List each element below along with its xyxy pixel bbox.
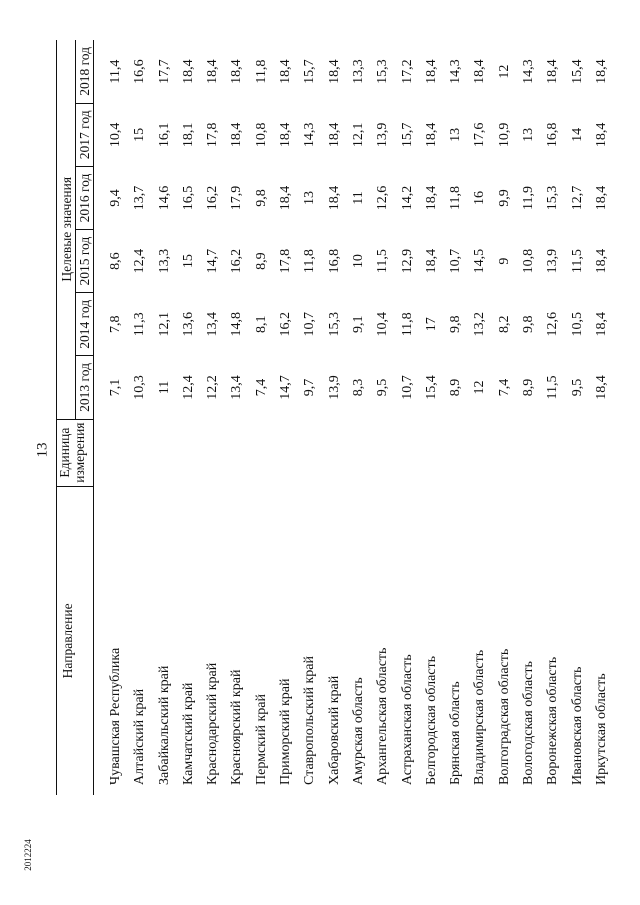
region-name: Белгородская область [423, 655, 439, 785]
value-cell: 14,2 [399, 185, 415, 211]
table-row [323, 40, 347, 795]
value-cell: 12,4 [132, 248, 148, 274]
value-cell: 18,4 [423, 185, 439, 211]
header-year: 2017 год [76, 103, 94, 166]
value-cell: 14,8 [229, 312, 245, 337]
value-cell: 8,9 [521, 378, 537, 397]
value-cell: 16,2 [278, 312, 294, 337]
unit-cell [225, 419, 249, 486]
region-name: Ивановская область [569, 666, 585, 785]
value-cell: 11,8 [399, 312, 415, 337]
value-cell: 10,7 [399, 375, 415, 400]
table-row [128, 40, 152, 795]
value-cell: 13,9 [545, 248, 561, 274]
value-cell: 13,9 [375, 122, 391, 148]
value-cell: 9,5 [569, 378, 585, 397]
value-cell: 18,4 [326, 59, 342, 84]
value-cell: 11,5 [545, 375, 561, 400]
value-cell: 13,7 [132, 185, 148, 211]
table-row [250, 40, 274, 795]
value-cell: 15 [180, 254, 196, 269]
header-year: 2016 год [76, 166, 94, 229]
unit-cell [590, 419, 614, 486]
value-cell: 9,5 [375, 378, 391, 397]
unit-cell [250, 419, 274, 486]
value-cell: 13 [302, 190, 318, 205]
table-row [347, 40, 371, 795]
value-cell: 13 [521, 127, 537, 142]
value-cell: 11,8 [253, 59, 269, 84]
value-cell: 15,4 [423, 375, 439, 400]
page-number: 13 [34, 442, 51, 458]
value-cell: 9,4 [108, 189, 123, 207]
value-cell: 18,4 [229, 59, 245, 84]
value-cell: 10,7 [302, 312, 318, 337]
value-cell: 18,4 [472, 59, 488, 84]
value-cell: 9 [496, 257, 512, 265]
unit-cell [323, 419, 347, 486]
table-row [225, 40, 249, 795]
table-row [94, 40, 129, 795]
value-cell: 13,6 [180, 312, 196, 337]
value-cell: 13 [448, 127, 464, 142]
value-cell: 10,8 [521, 248, 537, 274]
table-row [541, 40, 565, 795]
value-cell: 12,1 [350, 122, 366, 148]
value-cell: 7,8 [108, 315, 123, 334]
unit-cell [566, 419, 590, 486]
region-name: Иркутская область [593, 673, 609, 785]
value-cell: 10,3 [132, 375, 148, 400]
value-cell: 15,3 [326, 312, 342, 337]
value-cell: 18,4 [593, 122, 609, 148]
header-year: 2018 год [76, 40, 94, 103]
value-cell: 13,9 [326, 375, 342, 400]
value-cell: 8,6 [108, 252, 123, 270]
value-cell: 10,5 [569, 312, 585, 337]
unit-cell [94, 419, 129, 486]
table-row [274, 40, 298, 795]
region-name: Амурская область [350, 677, 366, 785]
value-cell: 11,8 [302, 249, 318, 274]
region-name: Забайкальский край [156, 665, 172, 785]
value-cell: 16,6 [132, 59, 148, 84]
table-row [201, 40, 225, 795]
region-name: Пермский край [253, 694, 269, 785]
value-cell: 18,4 [593, 312, 609, 337]
value-cell: 18,4 [229, 122, 245, 148]
value-cell: 11,9 [521, 186, 537, 210]
value-cell: 13,3 [350, 59, 366, 84]
value-cell: 12,1 [156, 312, 172, 337]
unit-cell [153, 419, 177, 486]
value-cell: 16,8 [326, 248, 342, 274]
value-cell: 12,6 [375, 185, 391, 211]
region-name: Краснодарский край [205, 662, 221, 785]
value-cell: 13,4 [205, 312, 221, 337]
unit-cell [541, 419, 565, 486]
value-cell: 11,5 [375, 249, 391, 274]
value-cell: 18,4 [593, 185, 609, 211]
value-cell: 18,4 [423, 248, 439, 274]
document-code: 2012224 [23, 839, 33, 871]
value-cell: 10,7 [448, 248, 464, 274]
targets-table [56, 40, 614, 795]
value-cell: 12,6 [545, 312, 561, 337]
value-cell: 7,1 [108, 378, 123, 397]
table-row [371, 40, 395, 795]
unit-cell [493, 419, 517, 486]
region-name: Ставропольский край [302, 656, 318, 785]
value-cell: 18,4 [326, 122, 342, 148]
value-cell: 15,7 [302, 59, 318, 84]
region-name: Архангельская область [375, 647, 391, 785]
value-cell: 13,2 [472, 312, 488, 337]
region-name: Вологодская область [521, 661, 537, 785]
value-cell: 18,1 [180, 122, 196, 148]
value-cell: 16,2 [229, 248, 245, 274]
table-row [444, 40, 468, 795]
unit-cell [468, 419, 492, 486]
unit-cell [347, 419, 371, 486]
rotated-table-container [56, 40, 609, 795]
table-row [177, 40, 201, 795]
value-cell: 10,4 [375, 312, 391, 337]
value-cell: 18,4 [593, 59, 609, 84]
value-cell: 18,4 [423, 59, 439, 84]
value-cell: 8,2 [496, 315, 512, 334]
value-cell: 14,3 [521, 59, 537, 84]
unit-cell [444, 419, 468, 486]
unit-cell [177, 419, 201, 486]
value-cell: 16 [472, 190, 488, 205]
value-cell: 17,8 [205, 122, 221, 148]
value-cell: 12 [472, 380, 488, 395]
table-row [517, 40, 541, 795]
value-cell: 15,3 [375, 59, 391, 84]
value-cell: 11,5 [569, 249, 585, 274]
value-cell: 14 [569, 127, 585, 142]
table-row [566, 40, 590, 795]
value-cell: 14,6 [156, 185, 172, 211]
value-cell: 10 [350, 254, 366, 269]
value-cell: 9,9 [496, 189, 512, 207]
value-cell: 18,4 [423, 122, 439, 148]
value-cell: 14,7 [278, 375, 294, 400]
value-cell: 10,8 [253, 122, 269, 148]
region-name: Хабаровский край [326, 675, 342, 785]
value-cell: 12,9 [399, 248, 415, 274]
region-name: Владимирская область [472, 649, 488, 785]
value-cell: 8,1 [253, 315, 269, 334]
header-target-values: Целевые значения [57, 40, 76, 419]
value-cell: 10,4 [108, 122, 123, 148]
value-cell: 17,8 [278, 248, 294, 274]
value-cell: 14,3 [448, 59, 464, 84]
value-cell: 17,9 [229, 185, 245, 211]
value-cell: 12,4 [180, 375, 196, 400]
value-cell: 18,4 [205, 59, 221, 84]
table-body [94, 40, 615, 795]
header-year: 2015 год [76, 230, 94, 293]
value-cell: 7,4 [253, 378, 269, 397]
region-name: Астраханская область [399, 654, 415, 785]
value-cell: 11 [156, 380, 172, 395]
value-cell: 11,4 [108, 59, 123, 84]
header-unit: Единица измерения [57, 419, 94, 486]
table-row [468, 40, 492, 795]
value-cell: 17,6 [472, 122, 488, 148]
value-cell: 15,3 [545, 185, 561, 211]
value-cell: 15,4 [569, 59, 585, 84]
value-cell: 18,4 [278, 122, 294, 148]
region-name: Алтайский край [132, 688, 148, 785]
region-name: Воронежская область [545, 656, 561, 785]
table-row [590, 40, 614, 795]
region-name: Чувашская Республика [108, 647, 123, 785]
value-cell: 14,7 [205, 248, 221, 274]
value-cell: 16,5 [180, 185, 196, 211]
value-cell: 18,4 [278, 59, 294, 84]
value-cell: 11 [350, 191, 366, 205]
unit-cell [274, 419, 298, 486]
value-cell: 13,4 [229, 375, 245, 400]
unit-cell [420, 419, 444, 486]
unit-cell [396, 419, 420, 486]
value-cell: 9,1 [350, 315, 366, 334]
value-cell: 9,8 [253, 189, 269, 207]
value-cell: 8,9 [448, 378, 464, 397]
value-cell: 9,8 [448, 315, 464, 334]
region-name: Красноярский край [229, 669, 245, 785]
value-cell: 18,4 [326, 185, 342, 211]
value-cell: 18,4 [593, 248, 609, 274]
value-cell: 18,4 [593, 375, 609, 400]
value-cell: 11,3 [132, 312, 148, 337]
value-cell: 16,1 [156, 122, 172, 148]
table-row [493, 40, 517, 795]
value-cell: 18,4 [278, 185, 294, 211]
value-cell: 18,4 [180, 59, 196, 84]
unit-cell [128, 419, 152, 486]
value-cell: 18,4 [545, 59, 561, 84]
unit-cell [201, 419, 225, 486]
value-cell: 13,3 [156, 248, 172, 274]
value-cell: 11,8 [448, 186, 464, 210]
value-cell: 12,7 [569, 185, 585, 211]
table-row [298, 40, 322, 795]
region-name: Камчатский край [180, 682, 196, 785]
region-name: Брянская область [448, 681, 464, 785]
value-cell: 16,2 [205, 185, 221, 211]
region-name: Волгоградская область [496, 648, 512, 785]
value-cell: 12 [496, 64, 512, 79]
unit-cell [371, 419, 395, 486]
value-cell: 9,7 [302, 378, 318, 397]
header-year: 2013 год [76, 356, 94, 419]
value-cell: 9,8 [521, 315, 537, 334]
value-cell: 14,5 [472, 248, 488, 274]
table-row [153, 40, 177, 795]
value-cell: 7,4 [496, 378, 512, 397]
value-cell: 15,7 [399, 122, 415, 148]
region-name: Приморский край [278, 678, 294, 785]
unit-cell [298, 419, 322, 486]
value-cell: 8,9 [253, 252, 269, 270]
value-cell: 17 [423, 317, 439, 332]
header-direction: Направление [57, 486, 94, 795]
value-cell: 14,3 [302, 122, 318, 148]
value-cell: 17,7 [156, 59, 172, 84]
value-cell: 10,9 [496, 122, 512, 148]
value-cell: 8,3 [350, 378, 366, 397]
table-row [420, 40, 444, 795]
value-cell: 16,8 [545, 122, 561, 148]
value-cell: 12,2 [205, 375, 221, 400]
value-cell: 17,2 [399, 59, 415, 84]
unit-cell [517, 419, 541, 486]
header-year: 2014 год [76, 293, 94, 356]
value-cell: 15 [132, 127, 148, 142]
table-row [396, 40, 420, 795]
